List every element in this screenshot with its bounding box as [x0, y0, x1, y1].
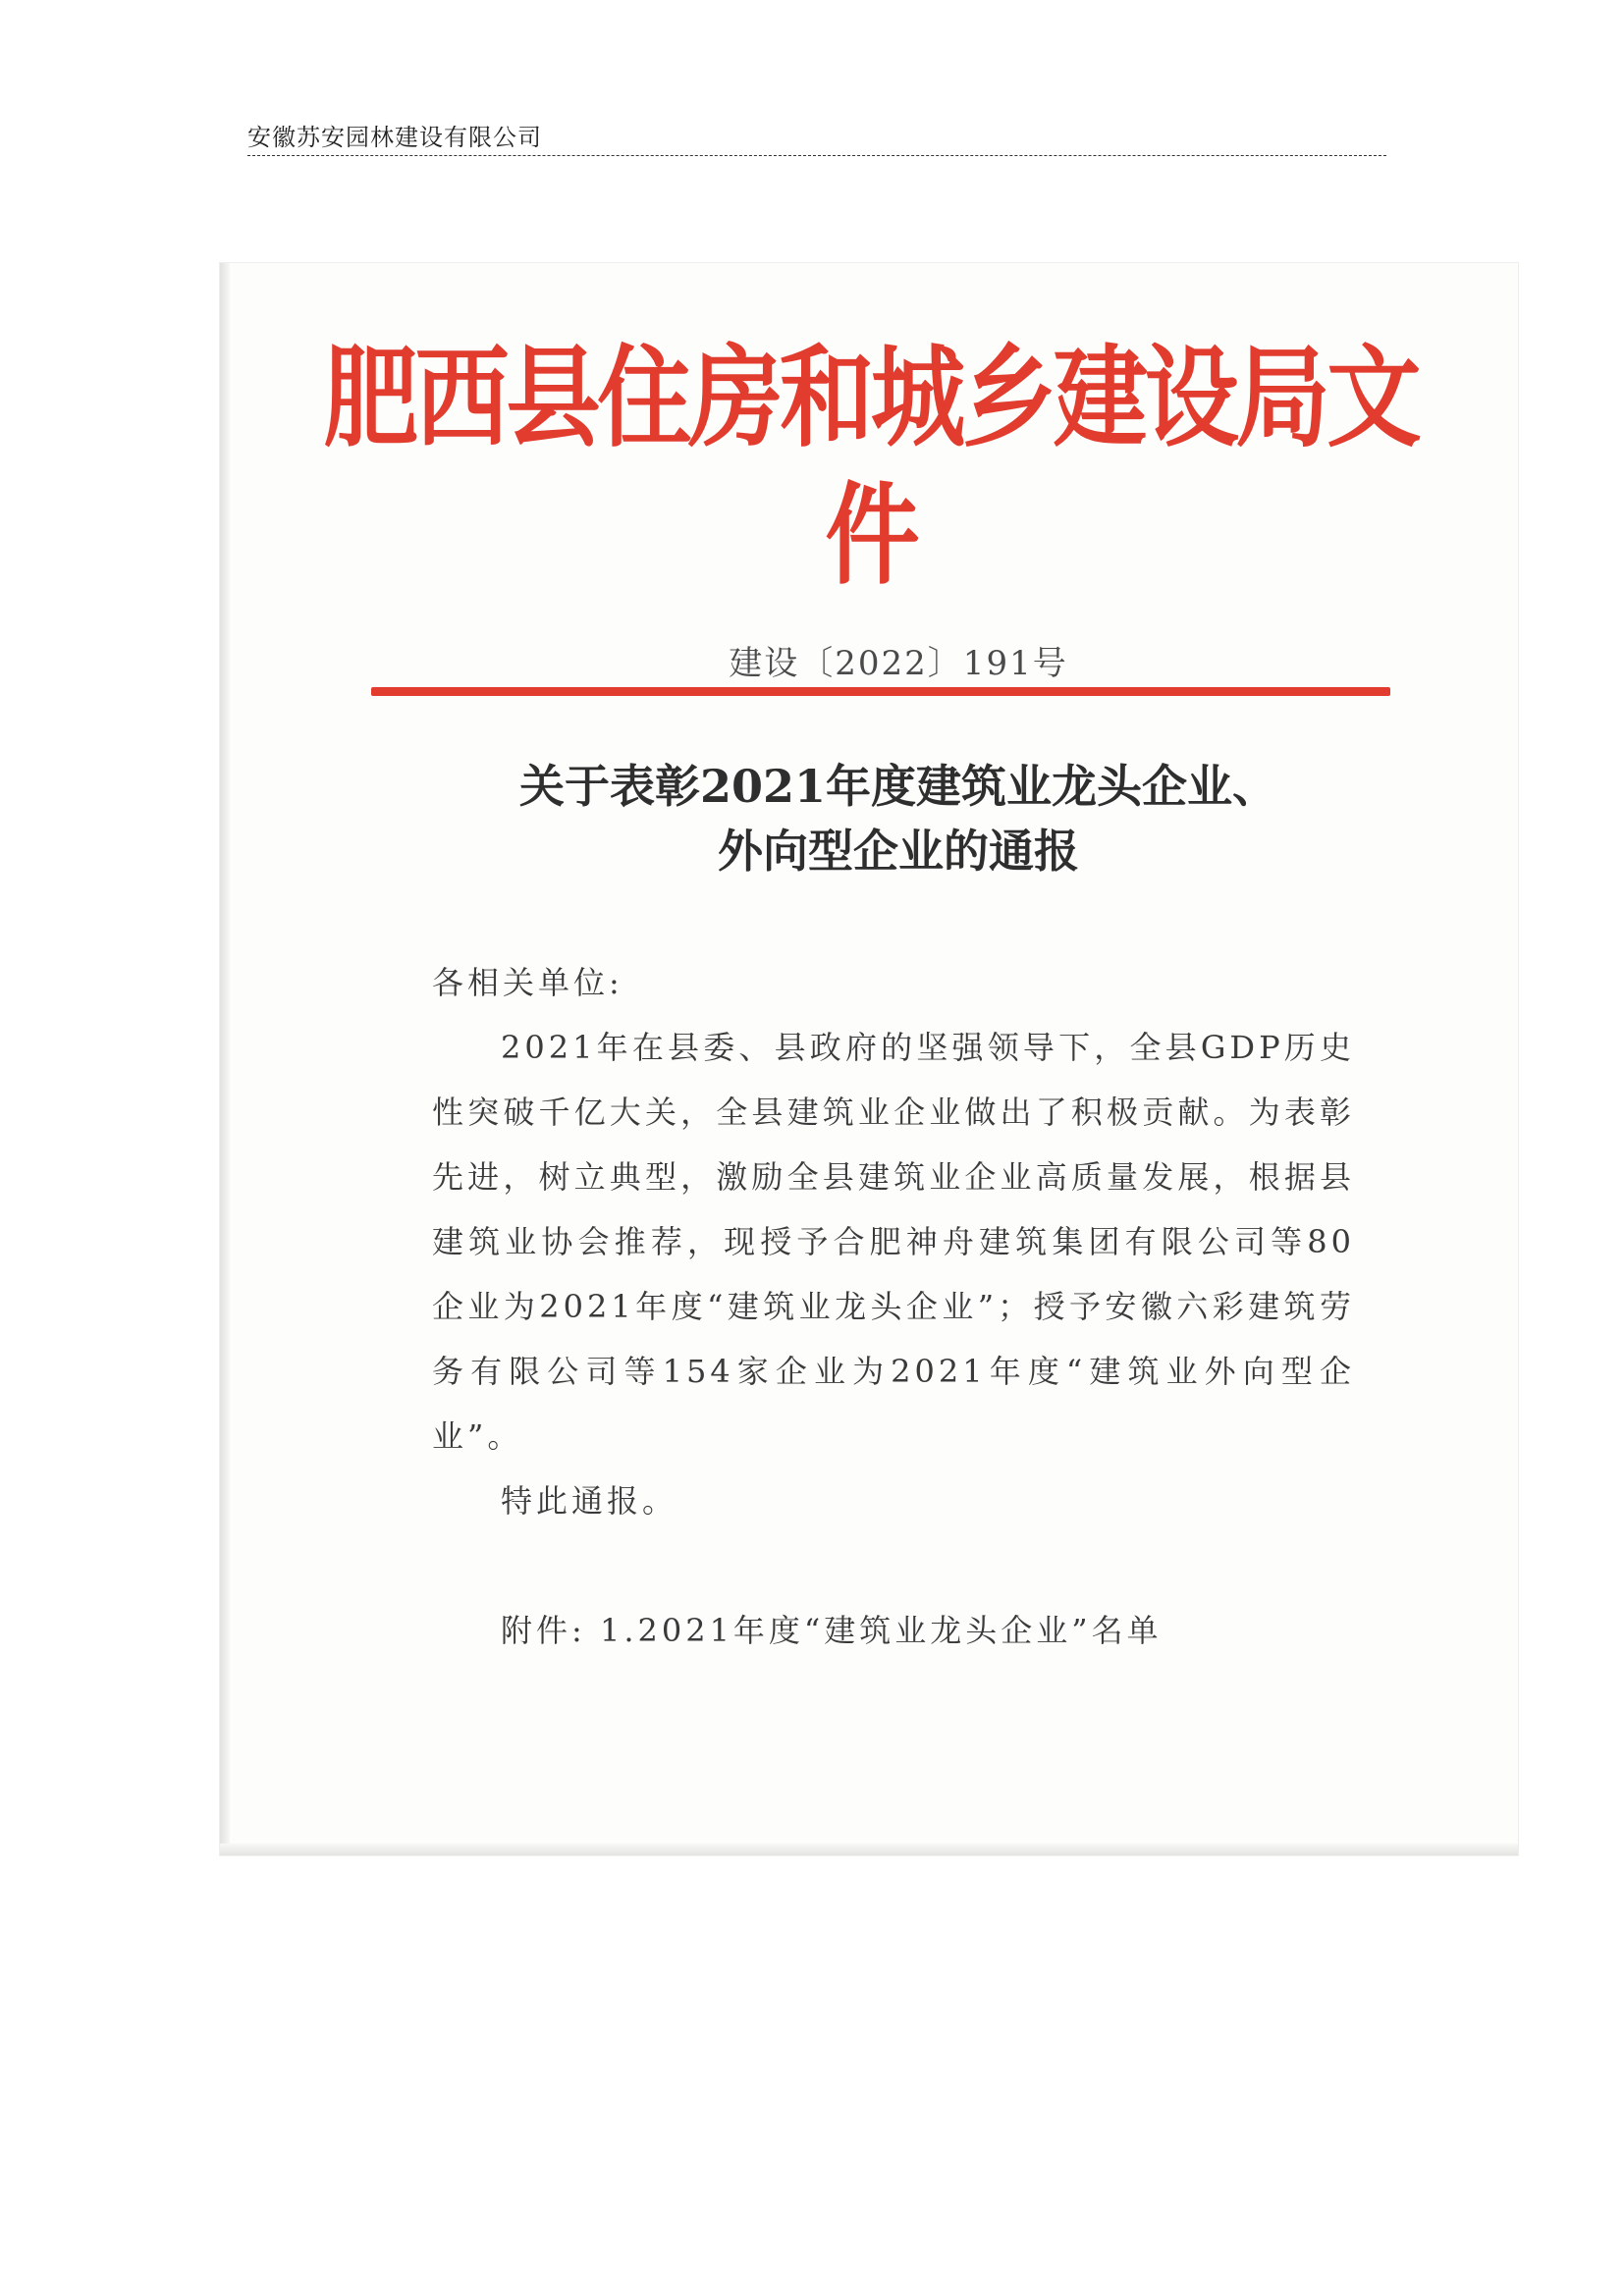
notice-body: [432, 950, 1355, 1663]
page-header: [247, 116, 1386, 156]
body-paragraph: 2021年在县委、县政府的坚强领导下，全县GDP历史性突破千亿大关，全县建筑业企业做出了积极贡献。为表彰先进，树立典型，激励全县建筑业企业高质量发展，根据县建筑业协会推荐，现授予合肥神舟建筑集团有限公司等80企业为2021年度“建筑业龙头企业”；授予安徽六彩建筑劳务有限公司等154家企业为2021年度“建筑业外向型企业”。: [432, 1029, 1355, 1455]
notice-title-line2: 外向型企业的通报: [718, 825, 1079, 878]
notice-title: [220, 754, 1518, 883]
attachment-line: 附件: 1.2021年度“建筑业龙头企业”名单: [501, 1612, 1163, 1649]
company-name: 安徽苏安园林建设有限公司: [247, 124, 542, 151]
scanned-document: [220, 263, 1518, 1855]
closing-line: 特此通报。: [501, 1482, 678, 1520]
red-divider: [371, 687, 1390, 696]
scan-shadow-bottom: [220, 1843, 1518, 1855]
salutation: 各相关单位:: [432, 964, 623, 1001]
notice-title-line1: 关于表彰2021年度建筑业龙头企业、: [518, 760, 1278, 813]
issuer-title: 肥西县住房和城乡建设局文件: [323, 335, 1419, 600]
document-number: 建设〔2022〕191号: [729, 644, 1068, 683]
scan-shadow-left: [220, 263, 230, 1855]
